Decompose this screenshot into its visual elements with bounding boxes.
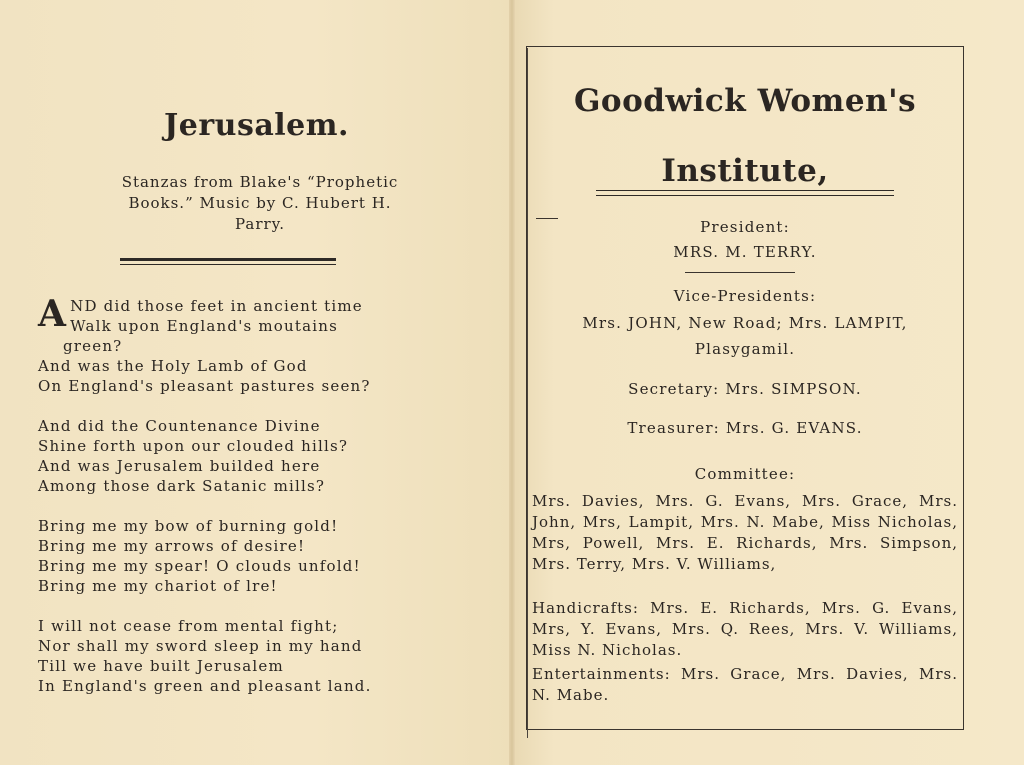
vp-line: Plasygamil. [694,340,796,358]
poem-line: Bring me my chariot of lre! [38,577,278,595]
stanza [38,293,468,396]
poem-line: I will not cease from mental fight; [38,617,339,635]
poem-line: Till we have built Jerusalem [38,657,284,675]
poem-line: Among those dark Satanic mills? [38,477,326,495]
title-divider [120,258,336,265]
poem-title: Jerusalem. [164,108,349,143]
section-divider [685,272,795,273]
president-label: President: [700,218,790,236]
poem-line: ND did those feet in ancient time [70,297,363,315]
president-name: MRS. M. TERRY. [673,243,817,261]
subtitle-line: Stanzas from Blake's “Prophetic [121,173,399,191]
poem-line: On England's pleasant pastures seen? [38,377,371,395]
stanza [38,416,468,496]
committee-label: Committee: [694,465,796,483]
handicrafts-list: Handicrafts: Mrs. E. Richards, Mrs. G. Evans, Mrs, Y. Evans, Mrs. Q. Rees, Mrs. V. Williams, Miss N. Nicholas. [532,599,958,659]
poem-line: And was the Holy Lamb of God [38,357,308,375]
title-line: Goodwick Women's [573,83,917,119]
poem-line: Bring me my arrows of desire! [38,537,306,555]
subtitle-line: Books.” Music by C. Hubert H. [128,194,392,212]
poem-line: In England's green and pleasant land. [38,677,372,695]
drop-cap: A [38,293,68,335]
poem-line: Shine forth upon our clouded hills? [38,437,349,455]
stanza [38,616,468,696]
treasurer: Treasurer: Mrs. G. EVANS. [627,419,863,437]
poem-line: And was Jerusalem builded here [38,457,321,475]
poem-line: green? [63,337,123,355]
subtitle-line: Parry. [235,215,285,233]
poem-line: Bring me my spear! O clouds unfold! [38,557,361,575]
poem-subtitle [40,172,480,235]
vp-line: Mrs. JOHN, New Road; Mrs. LAMPIT, [582,314,908,332]
secretary: Secretary: Mrs. SIMPSON. [628,380,862,398]
poem-line: And did the Countenance Divine [38,417,321,435]
vp-label: Vice-Presidents: [673,287,817,305]
poem-line: Walk upon England's moutains [70,317,339,335]
poem-line: Bring me my bow of burning gold! [38,517,339,535]
title-line: Institute, [661,153,829,189]
committee-list: Mrs. Davies, Mrs. G. Evans, Mrs. Grace, Mrs. John, Mrs, Lampit, Mrs. N. Mabe, Miss Nicholas, Mrs, Powell, Mrs. E. Richards, Mrs. Simpson, Mrs. Terry, Mrs. V. Williams, [532,492,958,573]
title-divider [596,190,894,196]
stanza [38,516,468,596]
poem-body [38,293,468,716]
institute-title [527,66,963,206]
poem-line: Nor shall my sword sleep in my hand [38,637,363,655]
entertainments-list: Entertainments: Mrs. Grace, Mrs. Davies, Mrs. N. Mabe. [532,665,958,704]
